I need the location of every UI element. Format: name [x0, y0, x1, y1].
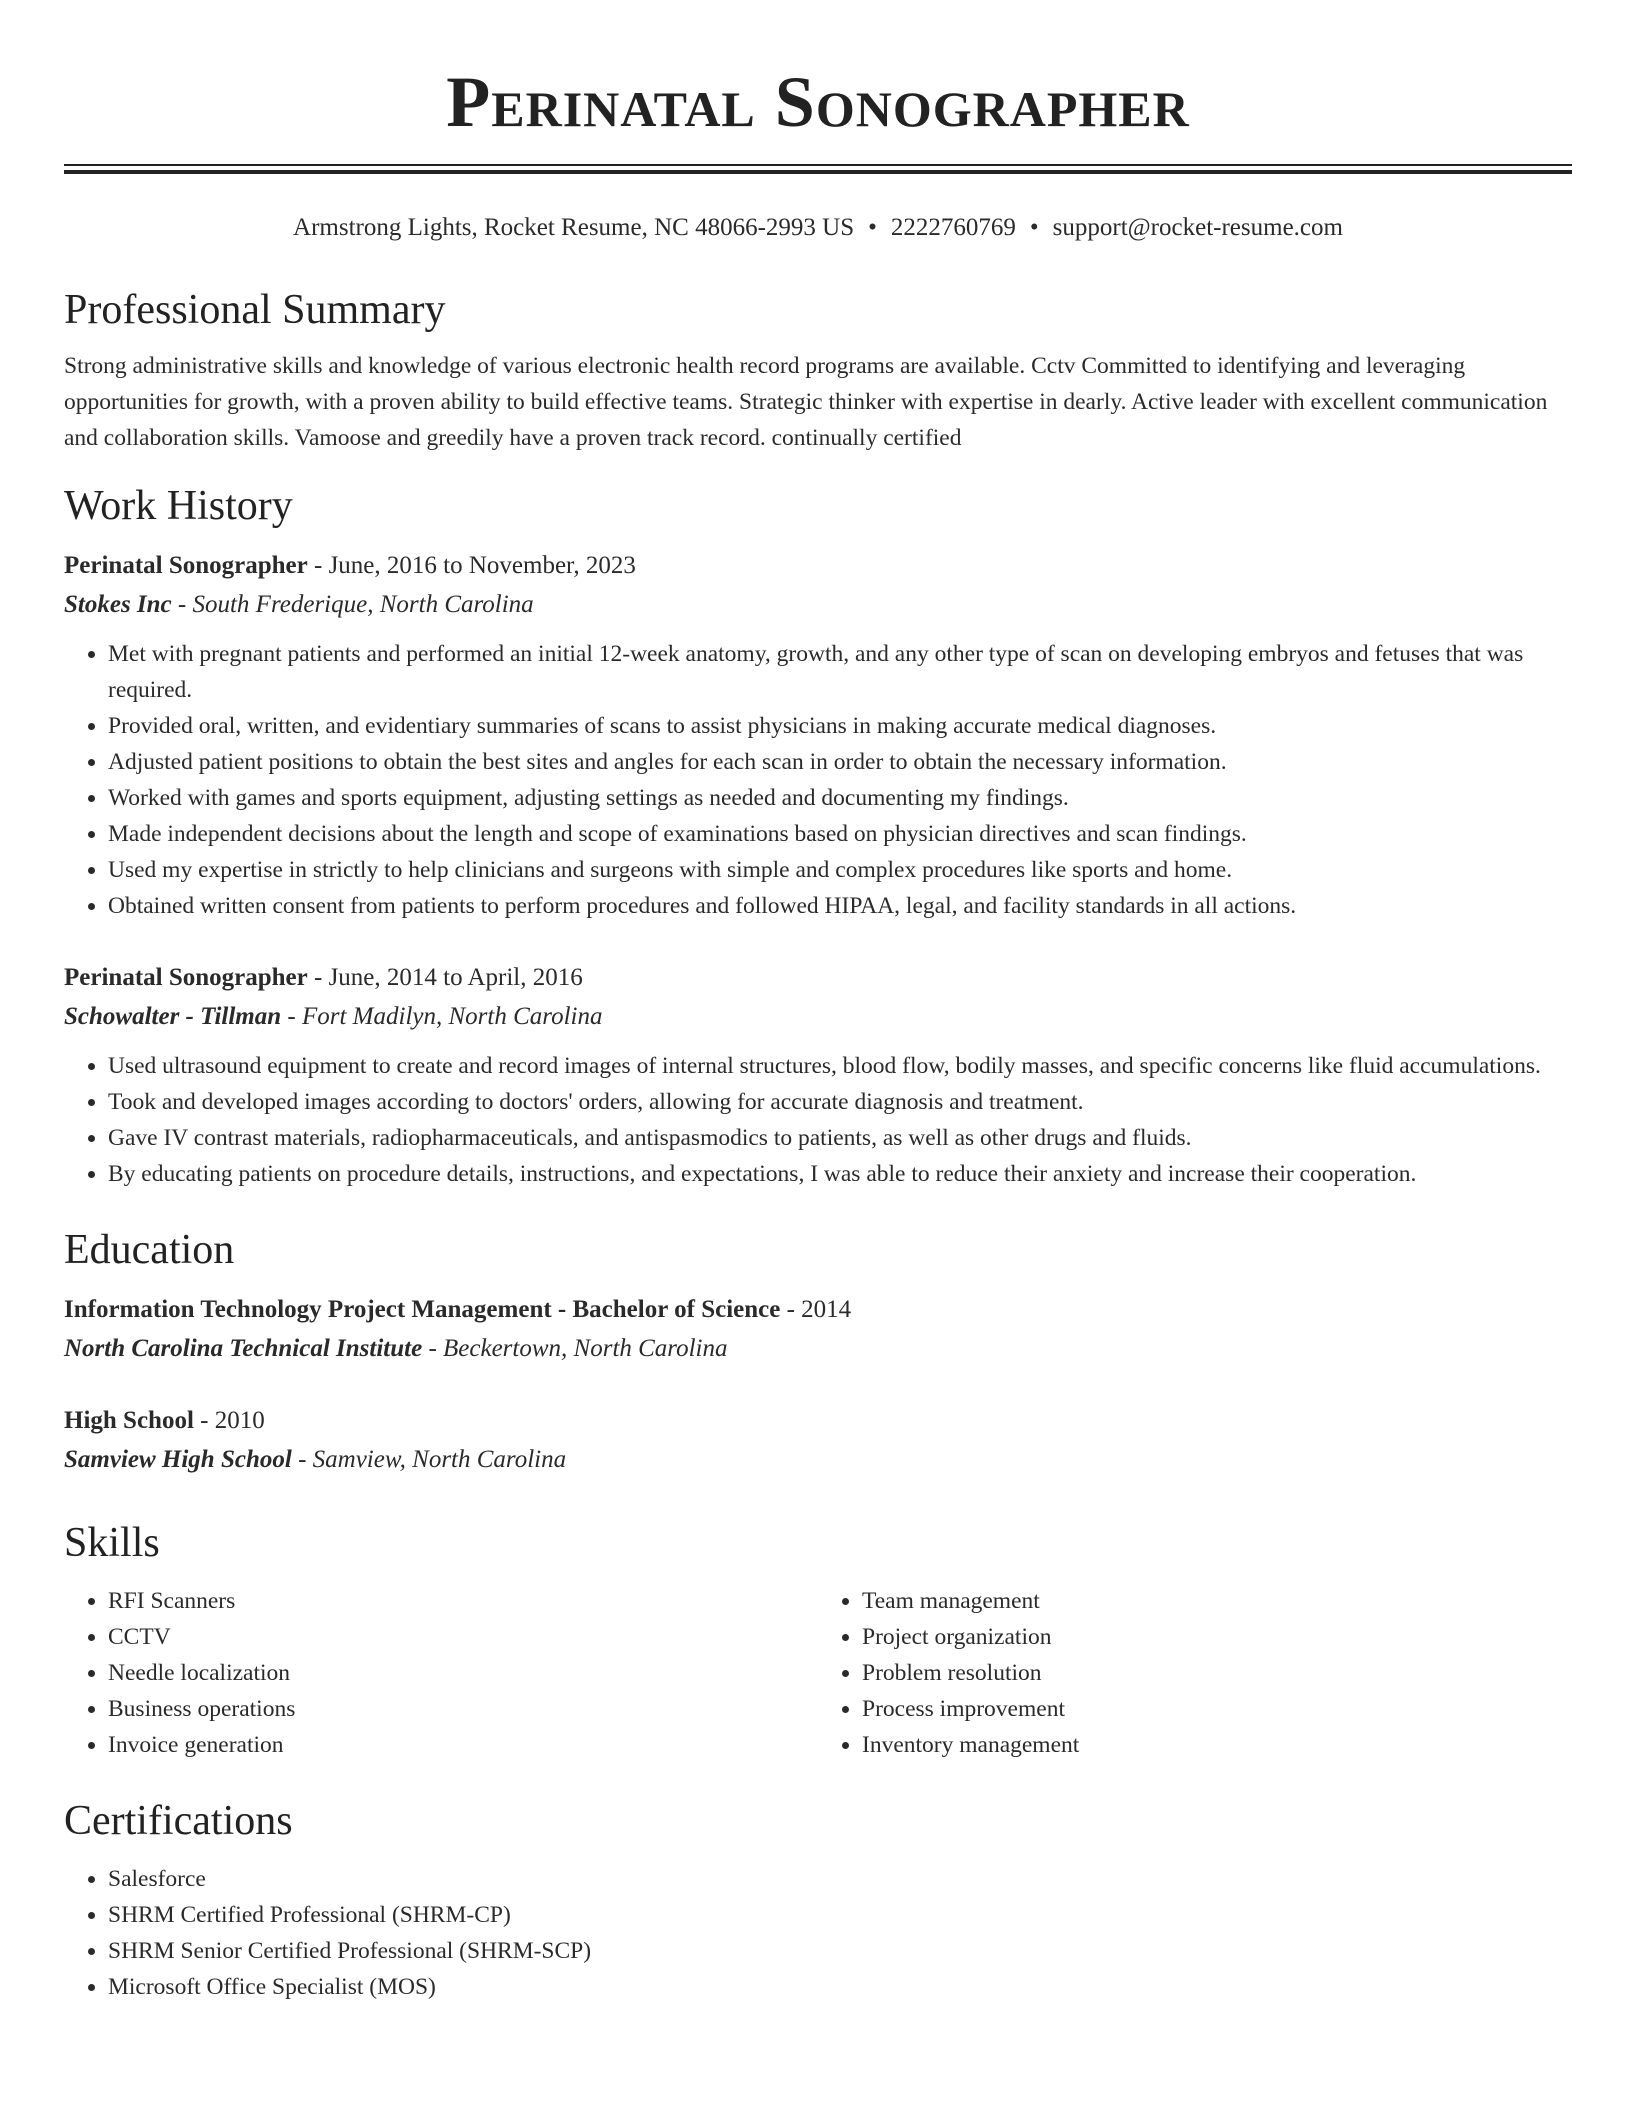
job-bullet: • Adjusted patient positions to obtain the best sites and angles for each scan in order to obtain the necessary information. — [108, 744, 1572, 780]
job-company: Stokes Inc — [64, 591, 172, 618]
job-bullet: • By educating patients on procedure details, instructions, and expectations, I was able to reduce their anxiety and increase their cooperation. — [108, 1156, 1572, 1192]
degree-year: - 2014 — [780, 1296, 852, 1323]
certifications-heading: Certifications — [64, 1798, 293, 1844]
resume-page — [64, 0, 1572, 2005]
certification-item: • SHRM Senior Certified Professional (SHRM-SCP) — [108, 1933, 1572, 1969]
school-location: - Samview, North Carolina — [291, 1446, 567, 1473]
school-line — [64, 1440, 1572, 1479]
job-company-line — [64, 585, 1572, 624]
job-bullet: • Gave IV contrast materials, radiopharmaceuticals, and antispasmodics to patients, as well as other drugs and fluids. — [108, 1120, 1572, 1156]
job-location: - South Frederique, North Carolina — [171, 591, 534, 618]
contact-line — [64, 210, 1572, 246]
certification-item: • Microsoft Office Specialist (MOS) — [108, 1969, 1572, 2005]
skill-item: • Project organization — [862, 1619, 1572, 1655]
skill-item: • Business operations — [108, 1691, 818, 1727]
job-bullet: • Used my expertise in strictly to help clinicians and surgeons with simple and complex procedures like sports and home. — [108, 852, 1572, 888]
job-bullet: • Took and developed images according to doctors' orders, allowing for accurate diagnosis and treatment. — [108, 1084, 1572, 1120]
summary-text: Strong administrative skills and knowledge of various electronic health record programs are available. Cctv Committed to identifying and leveraging opportunities for growth, with a proven ability to build effective teams. Strategic thinker with expertise in dearly. Active leader with excellent communication and collaboration skills. Vamoose and greedily have a proven track record. continually certified — [64, 353, 1548, 451]
job-dates: - June, 2016 to November, 2023 — [307, 552, 636, 579]
skill-item: • Team management — [862, 1583, 1572, 1619]
certifications-list — [64, 1861, 1572, 2005]
skill-item: • CCTV — [108, 1619, 818, 1655]
job-company: Schowalter - Tillman — [64, 1003, 282, 1030]
skill-item: • Needle localization — [108, 1655, 818, 1691]
skill-item: • Process improvement — [862, 1691, 1572, 1727]
skill-item: • RFI Scanners — [108, 1583, 818, 1619]
job-bullet: • Obtained written consent from patients to perform procedures and followed HIPAA, legal, and facility standards in all actions. — [108, 888, 1572, 924]
certification-item: • SHRM Certified Professional (SHRM-CP) — [108, 1897, 1572, 1933]
job-entry — [64, 546, 1572, 924]
skills-right-column — [818, 1583, 1572, 1763]
summary-heading: Professional Summary — [64, 287, 446, 333]
contact-address: Armstrong Lights, Rocket Resume, NC 48066-2993 US — [293, 214, 855, 241]
education-entry — [64, 1401, 1572, 1479]
school-line — [64, 1329, 1572, 1368]
job-bullets — [64, 636, 1572, 924]
job-company-line — [64, 997, 1572, 1036]
job-location: - Fort Madilyn, North Carolina — [281, 1003, 603, 1030]
skill-item: • Problem resolution — [862, 1655, 1572, 1691]
job-bullet: • Provided oral, written, and evidentiary summaries of scans to assist physicians in making accurate medical diagnoses. — [108, 708, 1572, 744]
job-bullet: • Used ultrasound equipment to create and record images of internal structures, blood flow, bodily masses, and specific concerns like fluid accumulations. — [108, 1048, 1572, 1084]
contact-separator: • — [868, 214, 877, 241]
job-dates: - June, 2014 to April, 2016 — [307, 964, 583, 991]
certification-item: • Salesforce — [108, 1861, 1572, 1897]
school-name: North Carolina Technical Institute — [64, 1335, 423, 1362]
job-bullet: • Worked with games and sports equipment, adjusting settings as needed and documenting my findings. — [108, 780, 1572, 816]
skills-columns — [64, 1583, 1572, 1763]
education-heading: Education — [64, 1227, 235, 1273]
education-entry — [64, 1290, 1572, 1368]
skills-left-column — [64, 1583, 818, 1763]
skills-heading: Skills — [64, 1520, 160, 1566]
job-bullet: • Met with pregnant patients and performed an initial 12-week anatomy, growth, and any other type of scan on developing embryos and fetuses that was required. — [108, 636, 1572, 708]
contact-email: support@rocket-resume.com — [1052, 214, 1343, 241]
job-title-line — [64, 958, 1572, 997]
job-bullets — [64, 1048, 1572, 1192]
candidate-name: Perinatal Sonographer — [446, 62, 1190, 142]
degree-name: High School — [64, 1407, 194, 1434]
school-name: Samview High School — [64, 1446, 292, 1473]
school-location: - Beckertown, North Carolina — [422, 1335, 728, 1362]
job-position: Perinatal Sonographer — [64, 552, 308, 579]
job-bullet: • Made independent decisions about the length and scope of examinations based on physician directives and scan findings. — [108, 816, 1572, 852]
skill-item: • Invoice generation — [108, 1727, 818, 1763]
job-position: Perinatal Sonographer — [64, 964, 308, 991]
work-history-heading: Work History — [64, 483, 293, 529]
skill-item: • Inventory management — [862, 1727, 1572, 1763]
degree-name: Information Technology Project Management - Bachelor of Science — [64, 1296, 781, 1323]
degree-line — [64, 1401, 1572, 1440]
degree-line — [64, 1290, 1572, 1329]
job-entry — [64, 958, 1572, 1192]
contact-separator: • — [1029, 214, 1039, 241]
contact-phone: 2222760769 — [890, 214, 1016, 241]
degree-year: - 2010 — [193, 1407, 265, 1434]
header-divider — [64, 164, 1572, 174]
job-title-line — [64, 546, 1572, 585]
